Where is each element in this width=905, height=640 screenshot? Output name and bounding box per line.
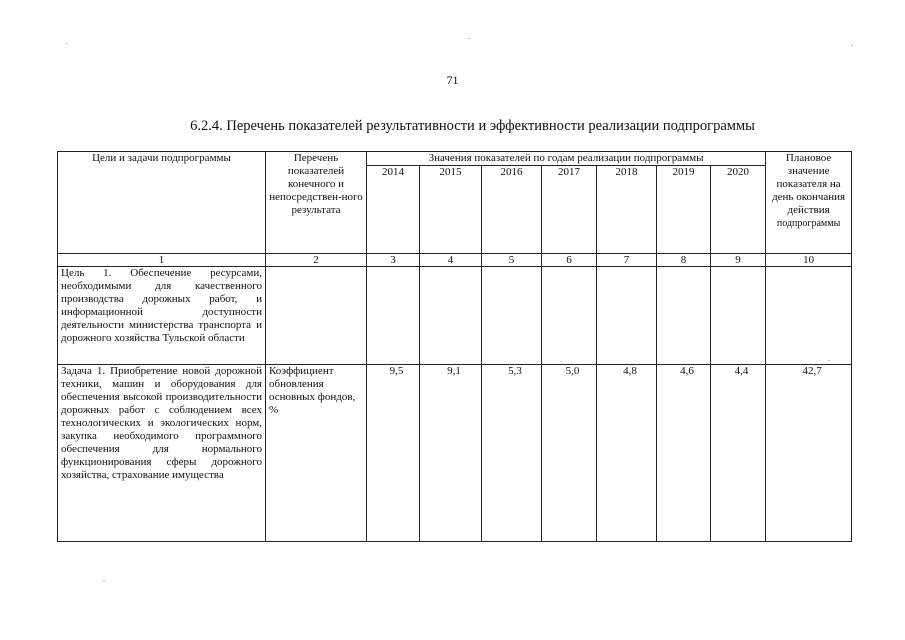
task-text: Задача 1. Приобретение новой дорожной техники, машин и оборудования для обеспечения высокой производительности дорожных работ с соблюдением всех технологических и экологических норм, закупка необходимого программного обеспечения для нормального функционирования сферы дорожного хозяйства, страхование имущества [58,365,266,542]
empty-cell [482,267,542,365]
empty-cell [367,267,420,365]
empty-cell [597,267,657,365]
year-header: 2017 [542,166,597,254]
goal-text: Цель 1. Обеспечение ресурсами, необходимыми для качественного производства дорожных работ, и информационной доступности деятельности министерства транспорта и дорожного хозяйства Тульской области [58,267,266,365]
indicator-value: 9,5 [367,365,420,542]
header-planned-tail: подпрограммы [776,218,841,229]
scan-speck [66,43,68,44]
scan-speck [828,360,830,361]
header-goals: Цели и задачи подпрограммы [58,152,266,254]
empty-cell [266,267,367,365]
column-number: 9 [711,254,766,267]
header-indicators: Перечень показателей конечного и непосредствен-ного результата [266,152,367,254]
empty-cell [711,267,766,365]
indicator-value: 9,1 [420,365,482,542]
empty-cell [420,267,482,365]
column-number: 5 [482,254,542,267]
header-row [58,152,852,166]
scan-speck [103,580,105,581]
column-number: 4 [420,254,482,267]
year-header: 2015 [420,166,482,254]
indicator-value: 4,8 [597,365,657,542]
indicator-value: 4,6 [657,365,711,542]
year-header: 2020 [711,166,766,254]
header-planned [766,152,852,254]
planned-value: 42,7 [766,365,852,542]
header-planned-text: Плановое значение показателя на день окончания действия [772,152,846,216]
indicator-value: 4,4 [711,365,766,542]
column-number: 3 [367,254,420,267]
column-number: 1 [58,254,266,267]
document-title: 6.2.4. Перечень показателей результативности и эффективности реализации подпрограммы [190,118,755,134]
scan-speck [851,45,853,46]
column-number: 8 [657,254,711,267]
column-number: 2 [266,254,367,267]
column-number: 7 [597,254,657,267]
header-values-by-year: Значения показателей по годам реализации подпрограммы [367,152,766,166]
column-number-row [58,254,852,267]
indicators-table [57,151,852,542]
page-number: 71 [446,73,459,87]
year-header: 2014 [367,166,420,254]
column-number: 6 [542,254,597,267]
indicator-value: 5,3 [482,365,542,542]
task-row [58,365,852,542]
goal-row [58,267,852,365]
indicator-value: 5,0 [542,365,597,542]
year-header: 2016 [482,166,542,254]
year-header: 2018 [597,166,657,254]
empty-cell [542,267,597,365]
column-number: 10 [766,254,852,267]
indicator-text: Коэффициент обновления основных фондов, % [266,365,367,542]
year-header: 2019 [657,166,711,254]
empty-cell [657,267,711,365]
scan-speck [468,38,470,39]
empty-cell [766,267,852,365]
